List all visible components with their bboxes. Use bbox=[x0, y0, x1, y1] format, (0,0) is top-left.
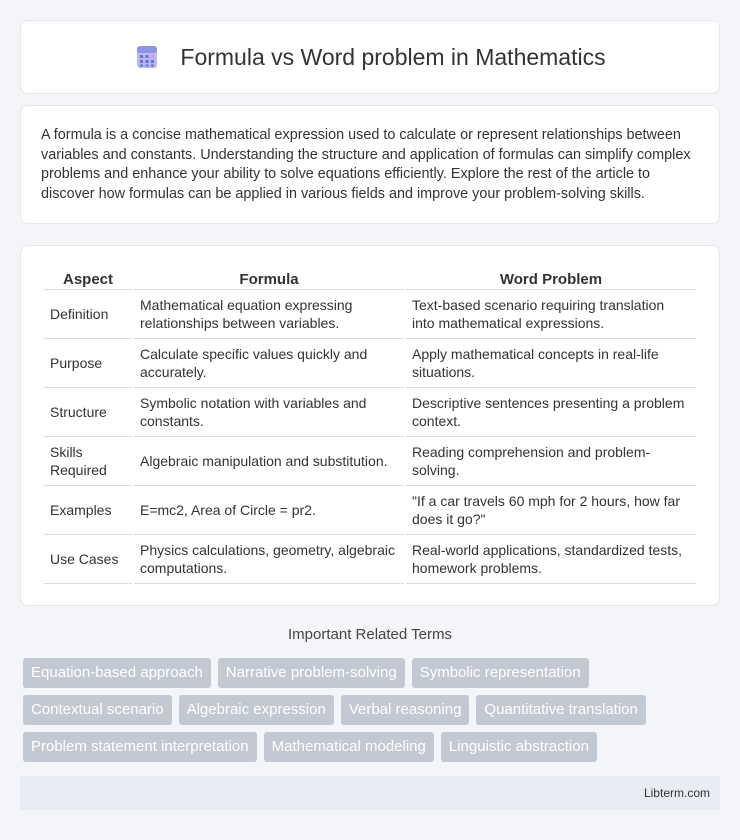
table-cell: Calculate specific values quickly and accurately. bbox=[134, 339, 404, 388]
table-cell: Use Cases bbox=[44, 535, 132, 584]
intro-card bbox=[20, 105, 720, 224]
table-cell: Real-world applications, standardized tests, homework problems. bbox=[406, 535, 696, 584]
table-header-row bbox=[44, 266, 696, 290]
term-tag[interactable]: Linguistic abstraction bbox=[441, 732, 597, 762]
table-row bbox=[44, 437, 696, 486]
column-header-aspect: Aspect bbox=[44, 266, 132, 290]
intro-paragraph: A formula is a concise mathematical expression used to calculate or represent relationships between variables and constants. Understanding the structure and application of formulas can simplify complex problems and enhance your ability to solve equations efficiently. Explore the rest of the article to discover how formulas can be applied in various fields and improve your problem-solving skills. bbox=[41, 127, 691, 202]
table-cell: Text-based scenario requiring translation into mathematical expressions. bbox=[406, 290, 696, 339]
page-title: Formula vs Word problem in Mathematics bbox=[180, 43, 606, 70]
table-cell: Reading comprehension and problem-solving. bbox=[406, 437, 696, 486]
table-cell: Examples bbox=[44, 486, 132, 535]
column-header-word-problem: Word Problem bbox=[406, 266, 696, 290]
term-tag[interactable]: Contextual scenario bbox=[23, 695, 172, 725]
table-row bbox=[44, 535, 696, 584]
term-tag[interactable]: Algebraic expression bbox=[179, 695, 334, 725]
table-row bbox=[44, 486, 696, 535]
table-cell: Physics calculations, geometry, algebraic computations. bbox=[134, 535, 404, 584]
related-terms-title: Important Related Terms bbox=[288, 626, 452, 643]
header-card bbox=[20, 20, 720, 94]
term-tag[interactable]: Verbal reasoning bbox=[341, 695, 470, 725]
table-cell: Descriptive sentences presenting a problem context. bbox=[406, 388, 696, 437]
table-cell: Structure bbox=[44, 388, 132, 437]
term-tag[interactable]: Equation-based approach bbox=[23, 658, 211, 688]
term-tag[interactable]: Mathematical modeling bbox=[264, 732, 434, 762]
table-row bbox=[44, 388, 696, 437]
term-tag[interactable]: Narrative problem-solving bbox=[218, 658, 405, 688]
footer bbox=[20, 776, 720, 810]
calculator-icon bbox=[134, 44, 160, 70]
table-row bbox=[44, 290, 696, 339]
footer-site-link[interactable]: Libterm.com bbox=[643, 786, 710, 800]
table-cell: Apply mathematical concepts in real-life situations. bbox=[406, 339, 696, 388]
table-cell: Purpose bbox=[44, 339, 132, 388]
term-tag[interactable]: Quantitative translation bbox=[476, 695, 645, 725]
table-cell: Skills Required bbox=[44, 437, 132, 486]
comparison-table-card bbox=[20, 245, 720, 606]
table-cell: E=mc2, Area of Circle = pr2. bbox=[134, 486, 404, 535]
comparison-table bbox=[42, 266, 698, 584]
term-tag[interactable]: Problem statement interpretation bbox=[23, 732, 257, 762]
table-cell: Definition bbox=[44, 290, 132, 339]
related-terms-list bbox=[23, 658, 703, 762]
column-header-formula: Formula bbox=[134, 266, 404, 290]
table-cell: Algebraic manipulation and substitution. bbox=[134, 437, 404, 486]
term-tag[interactable]: Symbolic representation bbox=[412, 658, 589, 688]
table-cell: Mathematical equation expressing relationships between variables. bbox=[134, 290, 404, 339]
table-cell: Symbolic notation with variables and constants. bbox=[134, 388, 404, 437]
table-row bbox=[44, 339, 696, 388]
table-cell: "If a car travels 60 mph for 2 hours, how far does it go?" bbox=[406, 486, 696, 535]
